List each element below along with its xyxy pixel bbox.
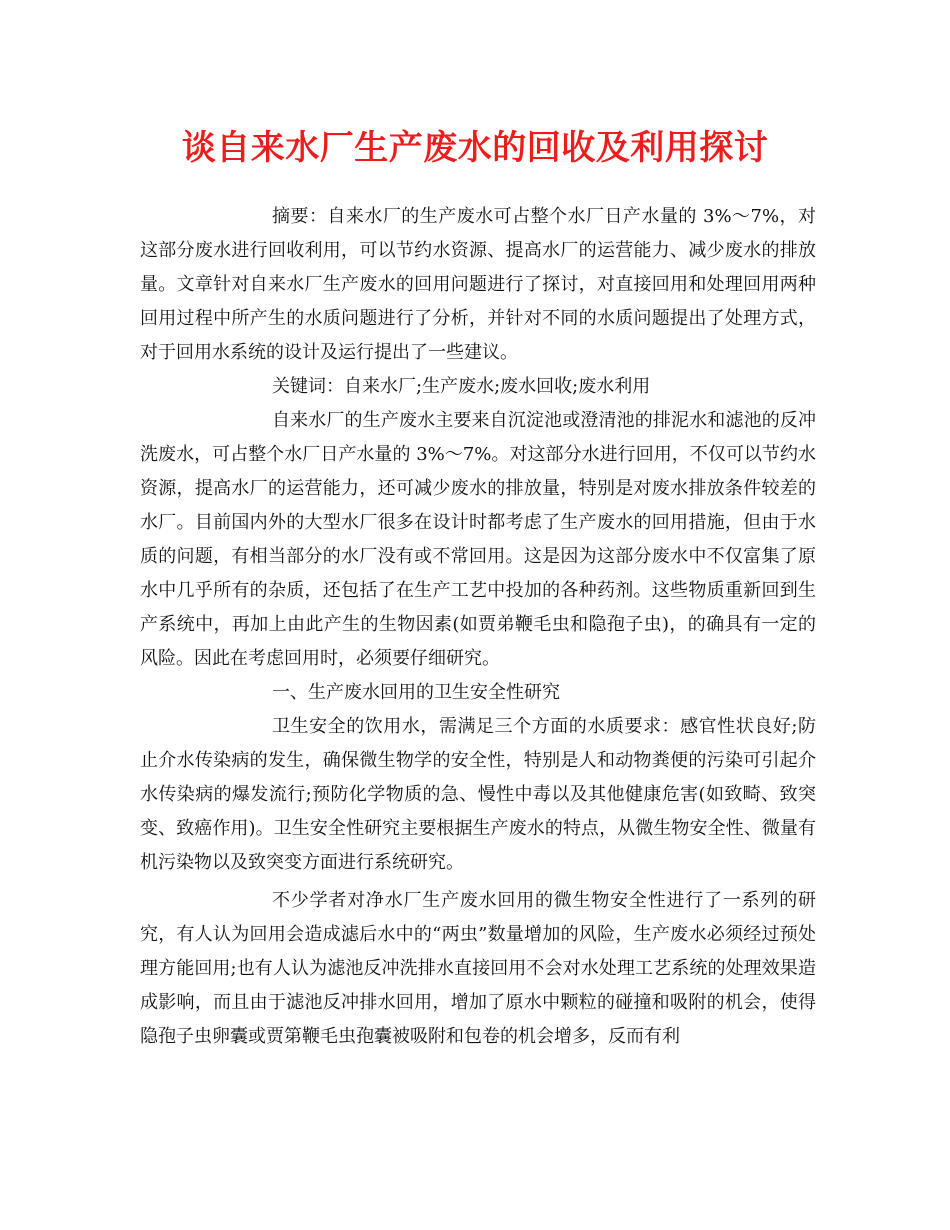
intro-paragraph: 自来水厂的生产废水主要来自沉淀池或澄清池的排泥水和滤池的反冲洗废水，可占整个水厂日产水量的 3%～7%。对这部分水进行回用，不仅可以节约水资源，提高水厂的运营能力，还可减少废水的排放量，特别是对废水排放条件较差的水厂。目前国内外的大型水厂很多在设计时都考虑了生产废水的回用措施，但由于水质的问题，有相当部分的水厂没有或不常回用。这是因为这部分废水中不仅富集了原水中几乎所有的杂质，还包括了在生产工艺中投加的各种药剂。这些物质重新回到生产系统中，再加上由此产生的生物因素(如贾弟鞭毛虫和隐孢子虫)，的确具有一定的风险。因此在考虑回用时，必须要仔细研究。: [140, 410, 816, 669]
document-title: 谈自来水厂生产废水的回收及利用探讨: [181, 128, 769, 168]
section-heading: 一、生产废水回用的卫生安全性研究: [272, 682, 560, 703]
document-body: [140, 200, 816, 1054]
keywords-line: 关键词：自来水厂;生产废水;废水回收;废水利用: [272, 376, 651, 397]
abstract-paragraph: 摘要：自来水厂的生产废水可占整个水厂日产水量的 3%～7%，对这部分废水进行回收利用，可以节约水资源、提高水厂的运营能力、减少废水的排放量。文章针对自来水厂生产废水的回用问题进行了探讨，对直接回用和处理回用两种回用过程中所产生的水质问题进行了分析，并针对不同的水质问题提出了处理方式，对于回用水系统的设计及运行提出了一些建议。: [140, 206, 816, 363]
section-paragraph: 不少学者对净水厂生产废水回用的微生物安全性进行了一系列的研究，有人认为回用会造成滤后水中的“两虫”数量增加的风险，生产废水必须经过预处理方能回用;也有人认为滤池反冲洗排水直接回用不会对水处理工艺系统的处理效果造成影响，而且由于滤池反冲排水回用，增加了原水中颗粒的碰撞和吸附的机会，使得隐孢子虫卵囊或贾第鞭毛虫孢囊被吸附和包卷的机会增多，反而有利: [140, 890, 816, 1047]
section-paragraph: 卫生安全的饮用水，需满足三个方面的水质要求：感官性状良好;防止介水传染病的发生，确保微生物学的安全性，特别是人和动物粪便的污染可引起介水传染病的爆发流行;预防化学物质的急、慢性中毒以及其他健康危害(如致畸、致突变、致癌作用)。卫生安全性研究主要根据生产废水的特点，从微生物安全性、微量有机污染物以及致突变方面进行系统研究。: [140, 716, 816, 873]
